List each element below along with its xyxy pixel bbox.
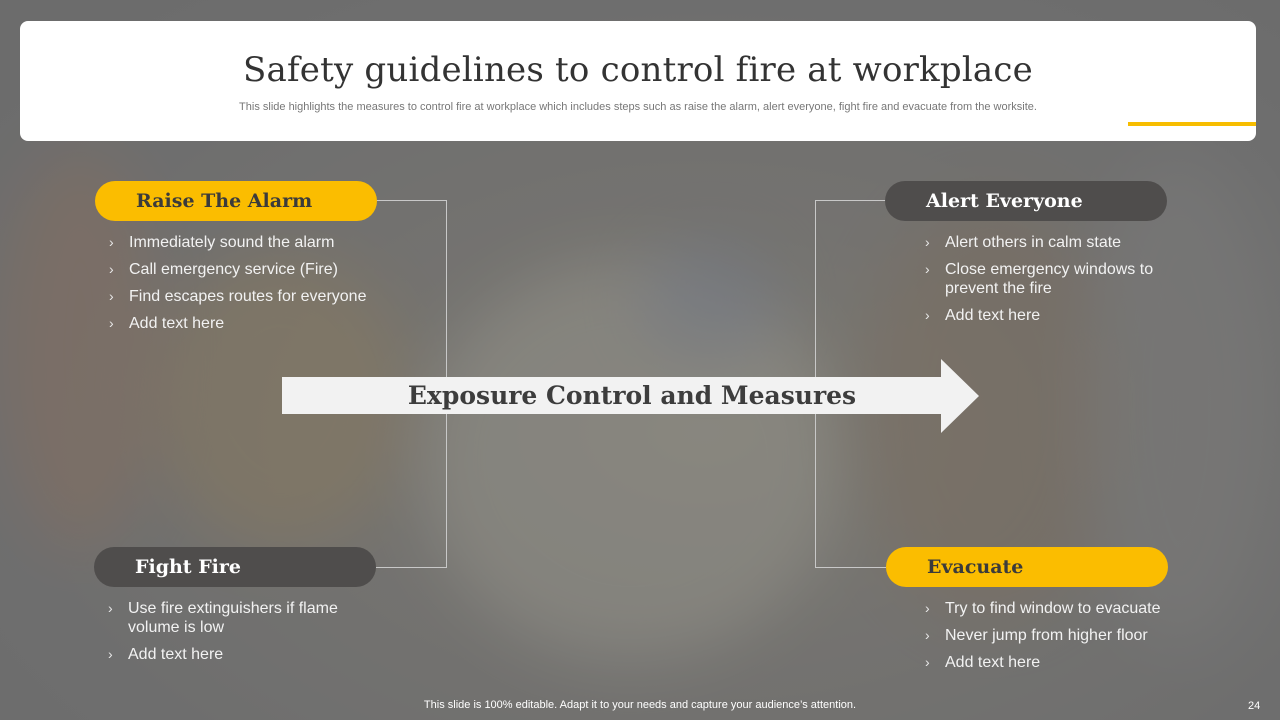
chevron-right-icon: › bbox=[109, 261, 114, 277]
list-item: › Try to find window to evacuate bbox=[925, 600, 1161, 617]
list-item: › Never jump from higher floor bbox=[925, 627, 1148, 644]
list-item: › Add text here bbox=[108, 646, 224, 663]
accent-bar bbox=[1128, 122, 1256, 126]
chevron-right-icon: › bbox=[108, 646, 113, 662]
raise-alarm-list bbox=[109, 233, 374, 341]
chevron-right-icon: › bbox=[925, 261, 930, 277]
alert-everyone-pill: Alert Everyone bbox=[885, 181, 1167, 221]
chevron-right-icon: › bbox=[109, 234, 114, 250]
raise-alarm-pill: Raise The Alarm bbox=[95, 181, 377, 221]
header-card bbox=[20, 21, 1256, 141]
list-item: › Find escapes routes for everyone bbox=[109, 288, 367, 305]
list-item: › Add text here bbox=[925, 654, 1041, 671]
slide-title: Safety guidelines to control fire at workplace bbox=[243, 50, 1033, 90]
chevron-right-icon: › bbox=[108, 600, 113, 616]
slide-subtitle: This slide highlights the measures to control fire at workplace which includes steps such as raise the alarm, alert everyone, fight fire and evacuate from the worksite. bbox=[239, 101, 1037, 113]
list-item: › Add text here bbox=[925, 307, 1041, 324]
chevron-right-icon: › bbox=[925, 627, 930, 643]
footer-note: This slide is 100% editable. Adapt it to your needs and capture your audience’s attention. bbox=[423, 699, 857, 711]
list-item: › Immediately sound the alarm bbox=[109, 234, 335, 251]
chevron-right-icon: › bbox=[109, 288, 114, 304]
list-item: › Close emergency windows to prevent the fire bbox=[925, 261, 1154, 297]
chevron-right-icon: › bbox=[925, 234, 930, 250]
list-item: › Call emergency service (Fire) bbox=[109, 261, 338, 278]
list-item: › Add text here bbox=[109, 315, 225, 332]
list-item: › Use fire extinguishers if flame volume is low bbox=[108, 600, 338, 636]
center-arrow-label: Exposure Control and Measures bbox=[407, 381, 857, 410]
chevron-right-icon: › bbox=[925, 307, 930, 323]
evacuate-list bbox=[925, 599, 1185, 680]
fight-fire-pill: Fight Fire bbox=[94, 547, 376, 587]
chevron-right-icon: › bbox=[109, 315, 114, 331]
chevron-right-icon: › bbox=[925, 654, 930, 670]
chevron-right-icon: › bbox=[925, 600, 930, 616]
alert-everyone-list bbox=[925, 233, 1175, 333]
evacuate-pill: Evacuate bbox=[886, 547, 1168, 587]
list-item: › Alert others in calm state bbox=[925, 234, 1122, 251]
fight-fire-list bbox=[108, 599, 348, 672]
page-number: 24 bbox=[1248, 700, 1261, 712]
